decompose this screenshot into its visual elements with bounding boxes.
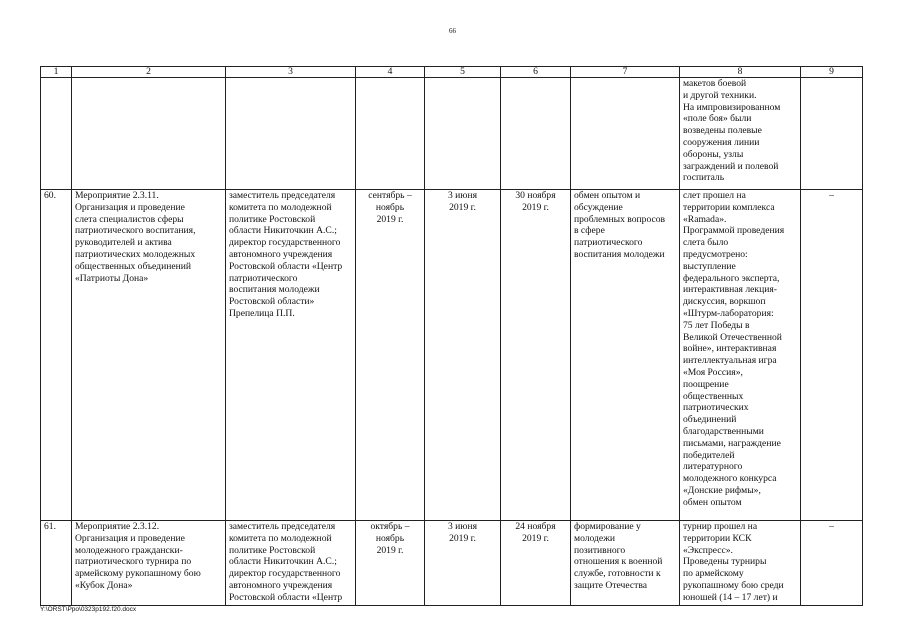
note-cell	[801, 521, 863, 606]
cell-text-line: политике Ростовской	[229, 544, 316, 556]
cell-text-line: службе, готовности к	[574, 568, 661, 580]
cell-text-line: заместитель председателя	[229, 521, 336, 532]
cell-text-line: сентябрь –	[368, 190, 412, 201]
cell-text-line: письмами, награждение	[683, 437, 781, 449]
cell-text-line: –	[829, 521, 834, 532]
cell-text-line: благодарственными	[683, 425, 764, 437]
cell-text-line: обороны, узлы	[683, 148, 744, 160]
cell-text-line: 2019 г.	[376, 213, 404, 225]
actual-result-cell	[680, 190, 801, 521]
actual-end-date-cell	[501, 521, 571, 606]
cell-text-line: 2019 г.	[522, 201, 549, 213]
cell-text-line: обсуждение	[574, 201, 623, 213]
cell-text-line: выступление	[683, 260, 736, 272]
cell-text-line: литературного	[683, 461, 743, 473]
expected-result-cell	[571, 521, 680, 606]
cell-text-line: Организация и проведение	[75, 201, 185, 213]
actual-end-date-cell	[501, 78, 571, 190]
column-number: 7	[571, 67, 680, 78]
planned-period-cell	[356, 190, 425, 521]
cell-text-line: поощрение	[683, 378, 729, 390]
cell-text-line: патриотического	[574, 237, 643, 249]
cell-text-line: «Моя Россия»,	[683, 366, 743, 378]
cell-text-line: проблемных вопросов	[574, 213, 666, 225]
cell-text-line: турнир прошел на	[683, 521, 758, 532]
cell-text-line: по армейскому	[683, 568, 744, 580]
table-row	[41, 78, 863, 190]
cell-text-line: Организация и проведение	[75, 532, 185, 544]
cell-text-line: ноябрь	[375, 201, 405, 213]
cell-text-line: Программой проведения	[683, 225, 785, 237]
event-name-cell	[72, 521, 226, 606]
column-number: 9	[801, 67, 863, 78]
cell-text-line: общественных	[683, 390, 744, 402]
cell-text-line: войне», интерактивная	[683, 343, 777, 355]
cell-text-line: воспитания молодежи	[229, 284, 320, 296]
cell-text-line: патриотических молодежных	[75, 248, 196, 260]
cell-text-line: На импровизированном	[683, 101, 781, 113]
column-number: 2	[72, 67, 226, 78]
cell-text-line: Ростовской области»	[229, 296, 315, 308]
cell-text-line: госпиталь	[683, 172, 725, 184]
cell-text-line: руководителей и актива	[75, 237, 172, 249]
cell-text-line: «Патриоты Дона»	[75, 272, 149, 284]
cell-text-line: Ростовской области «Центр	[229, 591, 343, 603]
cell-text-line: ноябрь	[375, 532, 405, 544]
cell-text-line: Мероприятие 2.3.11.	[75, 190, 159, 201]
cell-text-line: директор государственного	[229, 568, 341, 580]
column-number: 4	[356, 67, 425, 78]
cell-text-line: территории КСК	[683, 532, 752, 544]
responsible-executor-cell	[226, 78, 356, 190]
cell-text-line: 30 ноября	[515, 190, 556, 201]
planned-period-cell	[356, 521, 425, 606]
cell-text-line: 2019 г.	[522, 532, 549, 544]
cell-text-line: макетов боевой	[683, 78, 747, 89]
cell-text-line: Проведены турниры	[683, 556, 767, 568]
cell-text-line: возведены полевые	[683, 125, 762, 137]
actual-start-date-cell	[425, 78, 501, 190]
cell-text-line: и другой техники.	[683, 89, 757, 101]
cell-text-line: автономного учреждения	[229, 248, 333, 260]
cell-text-line: комитета по молодежной	[229, 201, 332, 213]
cell-text-line: Препелица П.П.	[229, 307, 295, 319]
event-name-cell	[72, 190, 226, 521]
cell-text-line: слета было	[683, 237, 729, 249]
cell-text-line: юношей (14 – 17 лет) и	[683, 591, 778, 603]
cell-text-line: заместитель председателя	[229, 190, 336, 201]
actual-start-date-cell	[425, 190, 501, 521]
column-number: 6	[501, 67, 571, 78]
cell-text-line: интерактивная лекция-	[683, 284, 777, 296]
column-number: 1	[41, 67, 72, 78]
expected-result-cell	[571, 78, 680, 190]
cell-text-line: патриотического турнира по	[75, 556, 192, 568]
cell-text-line: обмен опытом	[683, 496, 742, 508]
cell-text-line: 3 июня	[447, 190, 478, 201]
cell-text-line: обмен опытом и	[574, 190, 641, 201]
note-cell	[801, 190, 863, 521]
cell-text-line: территории комплекса	[683, 201, 775, 213]
cell-text-line: Мероприятие 2.3.12.	[75, 521, 160, 532]
cell-text-line: объединений	[683, 414, 737, 426]
cell-text-line: директор государственного	[229, 237, 341, 249]
cell-text-line: 3 июня	[447, 521, 478, 532]
cell-text-line: предусмотрено:	[683, 248, 748, 260]
cell-text-line: сооружения линии	[683, 136, 760, 148]
cell-text-line: «Ramada».	[683, 213, 727, 225]
table-row	[41, 521, 863, 606]
cell-text-line: общественных объединений	[75, 260, 191, 272]
column-number: 8	[680, 67, 801, 78]
cell-text-line: дискуссия, воркшоп	[683, 296, 766, 308]
cell-text-line: 24 ноября	[515, 521, 556, 532]
planned-period-cell	[356, 78, 425, 190]
cell-text-line: 61.	[44, 521, 56, 532]
report-table	[40, 66, 863, 606]
cell-text-line: автономного учреждения	[229, 579, 333, 591]
row-number-cell	[41, 521, 72, 606]
responsible-executor-cell	[226, 521, 356, 606]
cell-text-line: патриотических	[683, 402, 749, 414]
cell-text-line: 60.	[44, 190, 56, 201]
cell-text-line: рукопашному бою среди	[683, 579, 784, 591]
cell-text-line: –	[829, 190, 834, 201]
row-number-cell	[41, 78, 72, 190]
event-name-cell	[72, 78, 226, 190]
cell-text-line: политике Ростовской	[229, 213, 316, 225]
cell-text-line: в сфере	[574, 225, 605, 237]
cell-text-line: заграждений и полевой	[683, 160, 779, 172]
cell-text-line: молодежи	[574, 532, 615, 544]
actual-end-date-cell	[501, 190, 571, 521]
page-number: 66	[449, 27, 456, 35]
cell-text-line: защите Отечества	[574, 579, 647, 591]
cell-text-line: «Донские рифмы»,	[683, 484, 761, 496]
cell-text-line: 2019 г.	[449, 532, 476, 544]
cell-text-line: области Никиточкин А.С.;	[229, 556, 337, 568]
table-row	[41, 190, 863, 521]
actual-start-date-cell	[425, 521, 501, 606]
cell-text-line: октябрь –	[370, 521, 410, 532]
column-number: 3	[226, 67, 356, 78]
responsible-executor-cell	[226, 190, 356, 521]
cell-text-line: комитета по молодежной	[229, 532, 332, 544]
column-number-row	[41, 67, 863, 78]
cell-text-line: патриотического воспитания,	[75, 225, 196, 237]
column-number: 5	[425, 67, 501, 78]
cell-text-line: «Кубок Дона»	[75, 579, 133, 591]
actual-result-cell	[680, 78, 801, 190]
cell-text-line: 75 лет Победы в	[683, 319, 750, 331]
cell-text-line: Ростовской области «Центр	[229, 260, 343, 272]
cell-text-line: позитивного	[574, 544, 626, 556]
cell-text-line: Великой Отечественной	[683, 331, 782, 343]
cell-text-line: «Штурм-лаборатория:	[683, 307, 774, 319]
cell-text-line: победителей	[683, 449, 735, 461]
cell-text-line: 2019 г.	[376, 544, 404, 556]
expected-result-cell	[571, 190, 680, 521]
cell-text-line: «Экспресс».	[683, 544, 733, 556]
cell-text-line: отношения к военной	[574, 556, 663, 568]
cell-text-line: молодежного конкурса	[683, 473, 777, 485]
row-number-cell	[41, 190, 72, 521]
actual-result-cell	[680, 521, 801, 606]
cell-text-line: патриотического	[229, 272, 298, 284]
cell-text-line: молодежного граждански-	[75, 544, 183, 556]
cell-text-line: области Никиточкин А.С.;	[229, 225, 337, 237]
cell-text-line: 2019 г.	[449, 201, 476, 213]
cell-text-line: формирование у	[574, 521, 641, 532]
file-path-footer: Y:\ORST\Ppo\0323p192.f20.docx	[40, 606, 137, 613]
cell-text-line: слет прошел на	[683, 190, 746, 201]
cell-text-line: федерального эксперта,	[683, 272, 780, 284]
note-cell	[801, 78, 863, 190]
cell-text-line: воспитания молодежи	[574, 248, 665, 260]
cell-text-line: слета специалистов сферы	[75, 213, 184, 225]
cell-text-line: армейскому рукопашному бою	[75, 568, 201, 580]
cell-text-line: «поле боя» были	[683, 113, 752, 125]
cell-text-line: интеллектуальная игра	[683, 355, 777, 367]
